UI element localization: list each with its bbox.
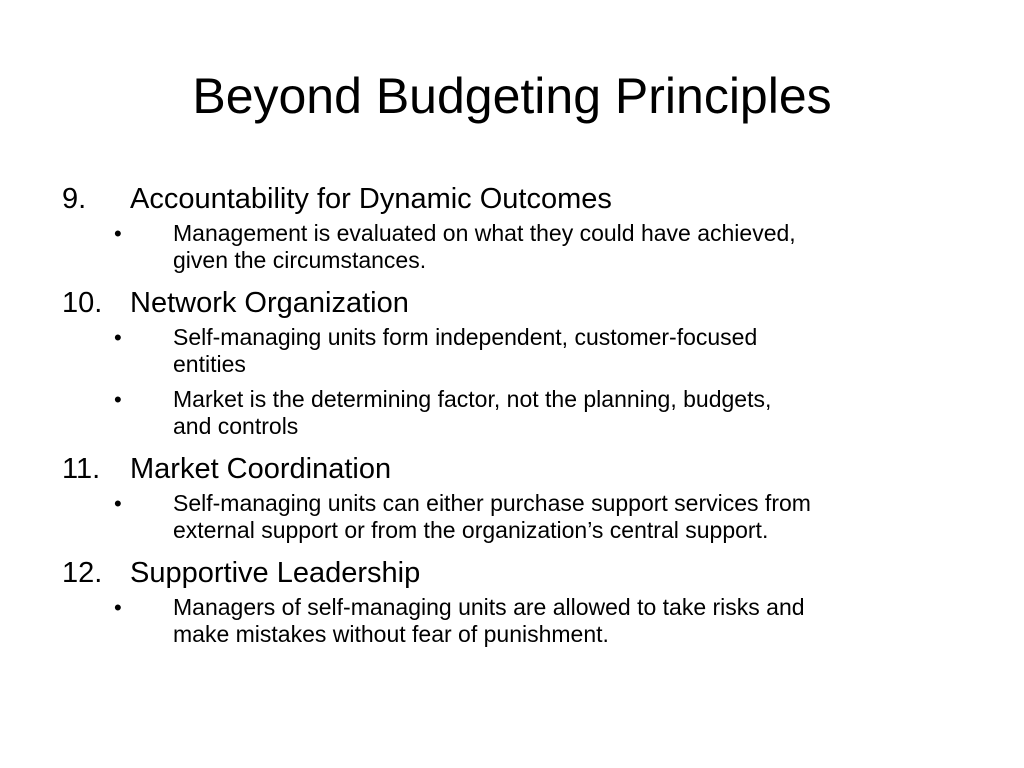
principle-label: Network Organization bbox=[130, 287, 409, 319]
bullet-icon: • bbox=[114, 221, 122, 246]
principle-item bbox=[0, 552, 1024, 648]
sub-bullet-text bbox=[173, 490, 973, 544]
principle-item bbox=[0, 282, 1024, 440]
principle-item bbox=[0, 448, 1024, 544]
sub-bullet-line: given the circumstances. bbox=[173, 247, 427, 273]
sub-bullet-item bbox=[0, 324, 1024, 378]
sub-bullet-line: Self-managing units can either purchase support services from bbox=[173, 490, 811, 516]
sub-bullet-item bbox=[0, 386, 1024, 440]
bullet-icon: • bbox=[114, 325, 122, 350]
sub-bullet-line: Management is evaluated on what they could have achieved, bbox=[173, 220, 796, 246]
principle-label: Accountability for Dynamic Outcomes bbox=[130, 183, 612, 215]
principle-label: Market Coordination bbox=[130, 453, 392, 485]
principle-label: Supportive Leadership bbox=[130, 557, 421, 589]
bullet-icon: • bbox=[114, 595, 122, 620]
sub-bullet-text bbox=[173, 324, 973, 378]
principle-number: 12. bbox=[62, 557, 103, 589]
sub-bullet-line: make mistakes without fear of punishment. bbox=[173, 621, 609, 647]
sub-bullet-item bbox=[0, 220, 1024, 274]
principle-item bbox=[0, 178, 1024, 274]
sub-bullet-line: entities bbox=[173, 351, 246, 377]
sub-bullet-line: and controls bbox=[173, 413, 299, 439]
sub-bullet-line: Self-managing units form independent, customer-focused bbox=[173, 324, 758, 350]
sub-bullet-item bbox=[0, 490, 1024, 544]
principle-number: 9. bbox=[62, 183, 87, 215]
sub-bullet-line: external support or from the organization’s central support. bbox=[173, 517, 769, 543]
principle-number: 10. bbox=[62, 287, 103, 319]
sub-bullet-item bbox=[0, 594, 1024, 648]
sub-bullet-line: Managers of self-managing units are allowed to take risks and bbox=[173, 594, 805, 620]
slide-title: Beyond Budgeting Principles bbox=[192, 68, 832, 124]
principles-list bbox=[0, 178, 1024, 656]
sub-bullet-text bbox=[173, 386, 973, 440]
sub-bullet-text bbox=[173, 220, 973, 274]
principle-number: 11. bbox=[62, 453, 101, 485]
sub-bullet-line: Market is the determining factor, not the planning, budgets, bbox=[173, 386, 772, 412]
bullet-icon: • bbox=[114, 491, 122, 516]
sub-bullet-text bbox=[173, 594, 973, 648]
bullet-icon: • bbox=[114, 387, 122, 412]
